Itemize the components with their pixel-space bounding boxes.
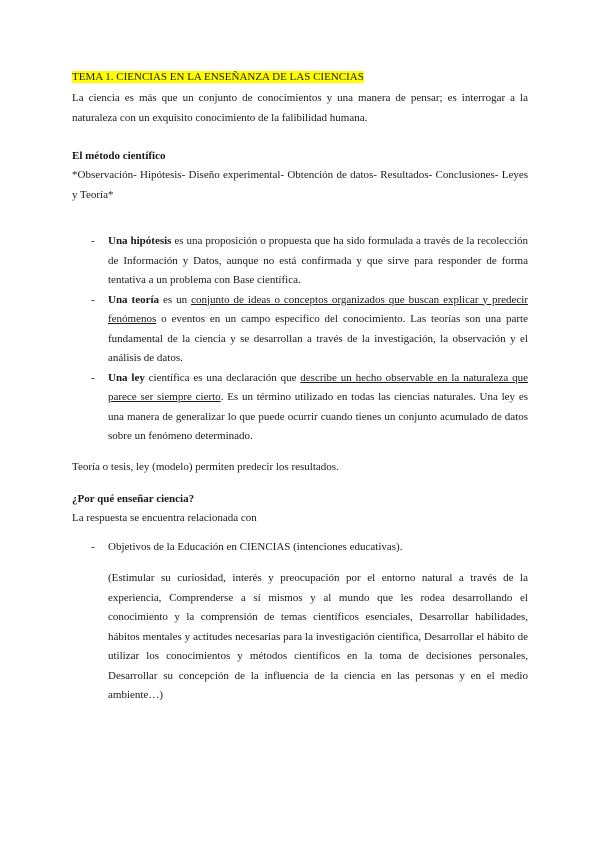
bullet-dash: - — [91, 235, 95, 247]
list-item — [72, 232, 528, 291]
respuesta-line: La respuesta se encuentra relacionada con — [72, 512, 257, 524]
bullet-dash: - — [91, 293, 95, 306]
list-item — [72, 369, 528, 447]
definition-text: es una proposición o propuesta que ha sido formulada a través de la recolección de Información y Datos, aunque no está confirmada y que sirve para responder de forma tentativa a un problema con Base científica. — [108, 235, 528, 286]
definition-text-rest: o eventos en un campo específico del conocimiento. Las teorías son una parte fundamental de la ciencia y se desarrollan a través de la investigación, la observación y el análisis de datos. — [108, 313, 528, 364]
objetivos-detail: (Estimular su curiosidad, interés y preocupación por el entorno natural a través de la experiencia, Comprenderse a sí mismos y al mundo que les rodea desarrollando el conocimiento y la comprensión de temas científicos esenciales, Desarrollar habilidades, hábitos mentales y actitudes necesarias para la investigación científica, Desarrollar el hábito de utilizar los conocimientos y métodos científicos en la toma de decisiones personales, Desarrollar su concepción de la influencia de la ciencia en las personas y en el medio ambiente…) — [108, 572, 528, 701]
definition-text: científica es una declaración que — [144, 371, 301, 384]
method-steps: *Observación- Hipótesis- Diseño experimental- Obtención de datos- Resultados- Conclusiones- Leyes y Teoría* — [72, 169, 528, 201]
list-item — [72, 291, 528, 369]
teoria-tesis-line: Teoría o tesis, ley (modelo) permiten predecir los resultados. — [72, 461, 339, 473]
list-item — [72, 538, 528, 558]
section-heading-metodo: El método científico — [72, 150, 166, 162]
definition-text: es un — [159, 293, 192, 306]
definition-term: Una teoría — [108, 293, 160, 306]
objetivos-text: Objetivos de la Educación en CIENCIAS (intenciones educativas). — [108, 541, 403, 553]
definition-term: Una ley — [108, 371, 145, 384]
document-title — [72, 68, 528, 88]
bullet-dash: - — [91, 541, 95, 553]
definition-term: Una hipótesis — [108, 235, 172, 247]
definition-underlined: conjunto de ideas o conceptos organizados que buscan explicar y predecir fenómenos — [108, 293, 528, 325]
intro-paragraph: La ciencia es más que un conjunto de conocimientos y una manera de pensar; es interrogar a la naturaleza con un exquisito conocimiento de la falibilidad humana. — [72, 92, 528, 124]
title-highlight: TEMA 1. CIENCIAS EN LA ENSEÑANZA DE LAS CIENCIAS — [72, 71, 364, 83]
definition-text-rest: . Es un término utilizado en todas las ciencias naturales. Una ley es una manera de generalizar lo que puede ocurrir cuando tienes un conjunto acumulado de datos sobre un fenómeno determinado. — [108, 391, 528, 442]
objetivos-list — [72, 538, 528, 558]
definition-underlined: describe un hecho observable en la naturaleza que parece ser siempre cierto — [108, 371, 528, 403]
section-heading-porque: ¿Por qué enseñar ciencia? — [72, 493, 195, 505]
definitions-list — [72, 232, 528, 447]
bullet-dash: - — [91, 371, 95, 384]
